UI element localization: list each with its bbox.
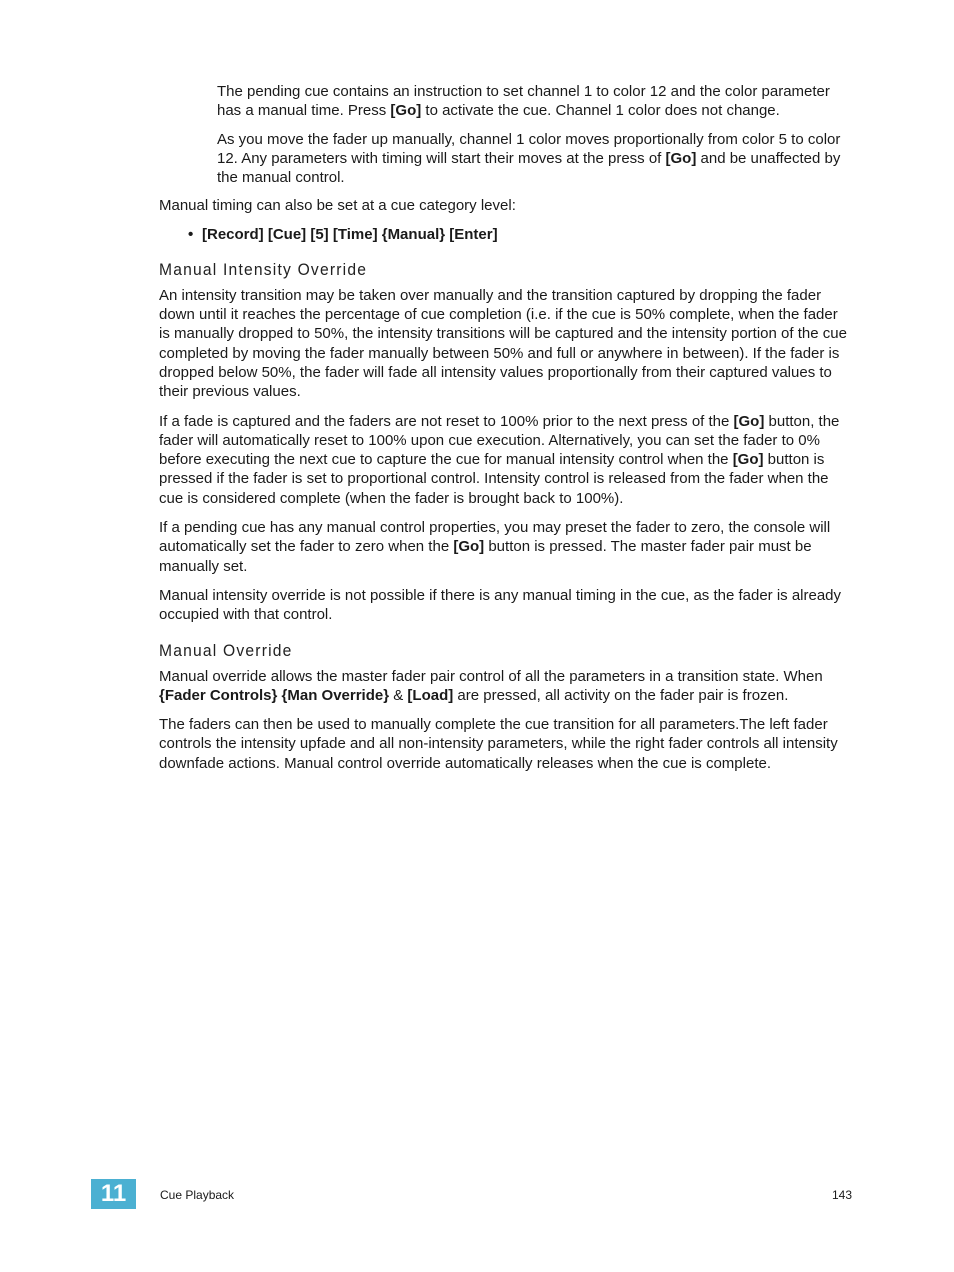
intro-paragraph-1: The pending cue contains an instruction to set channel 1 to color 12 and the color parameter has a manual time. Press [Go] to activate the cue. Channel 1 color does not change. (217, 83, 830, 120)
bold-key-label: [Load] (407, 686, 454, 704)
heading-manual-override: Manual Override (159, 640, 293, 660)
intensity-paragraph-4: Manual intensity override is not possible if there is any manual timing in the cue, as the fader is already occupied with that control. (159, 586, 842, 624)
bold-key-label: [Go] (390, 102, 422, 120)
chapter-number-tab: 11 (91, 1179, 136, 1209)
page-content (159, 82, 852, 773)
bullet-item (188, 225, 852, 244)
bold-key-label: [Go] (453, 538, 485, 556)
heading-manual-intensity-override: Manual Intensity Override (159, 259, 368, 279)
bold-key-label: [Go] (733, 412, 765, 430)
bullet-marker: • (188, 225, 194, 243)
intro-paragraph-3: Manual timing can also be set at a cue category level: (159, 197, 516, 215)
bold-key-label: [Go] (732, 451, 764, 469)
override-paragraph-1: Manual override allows the master fader pair control of all the parameters in a transition state. When {Fader Controls} {Man Override} & [Load] are pressed, all activity on the fader pair is frozen. (159, 667, 823, 704)
override-paragraph-2: The faders can then be used to manually complete the cue transition for all parameters.The left fader controls the intensity upfade and all non-intensity parameters, while the right fader controls all intensity downfade actions. Manual control override automatically releases when the cue is complete. (159, 716, 838, 772)
intensity-paragraph-1: An intensity transition may be taken over manually and the transition captured by dropping the fader down until it reaches the percentage of cue completion (i.e. if the cue is 50% complete, when the fader is manually dropped to 50%, the intensity transitions will be captured and the intensity portion of the cue completed by moving the fader manually between 50% and full or anywhere in between). If the fader is dropped below 50%, the fader will fade all intensity values proportionally from their captured values to their previous values. (159, 286, 847, 401)
bold-key-label: [Go] (665, 149, 697, 167)
intensity-paragraph-2: If a fade is captured and the faders are not reset to 100% prior to the next press of the [Go] button, the fader will automatically reset to 100% upon cue execution. Alternatively, you can set the fader to 0% before executing the next cue to capture the cue for manual intensity control when the [Go] button is pressed if the fader is set to proportional control. Intensity control is released from the fader when the cue is considered complete (when the fader is brought back to 100%). (159, 412, 840, 507)
bullet-command: [Record] [Cue] [5] [Time] {Manual} [Enter] (202, 225, 498, 243)
bold-key-label: {Fader Controls} {Man Override} (159, 686, 390, 704)
intro-paragraph-2: As you move the fader up manually, channel 1 color moves proportionally from color 5 to color 12. Any parameters with timing will start their moves at the press of [Go] and be unaffected by the manual control. (217, 130, 841, 187)
intensity-paragraph-3: If a pending cue has any manual control properties, you may preset the fader to zero, the console will automatically set the fader to zero when the [Go] button is pressed. The master fader pair must be manually set. (159, 519, 831, 575)
chapter-title: Cue Playback (160, 1188, 235, 1202)
page-number: 143 (831, 1188, 852, 1202)
